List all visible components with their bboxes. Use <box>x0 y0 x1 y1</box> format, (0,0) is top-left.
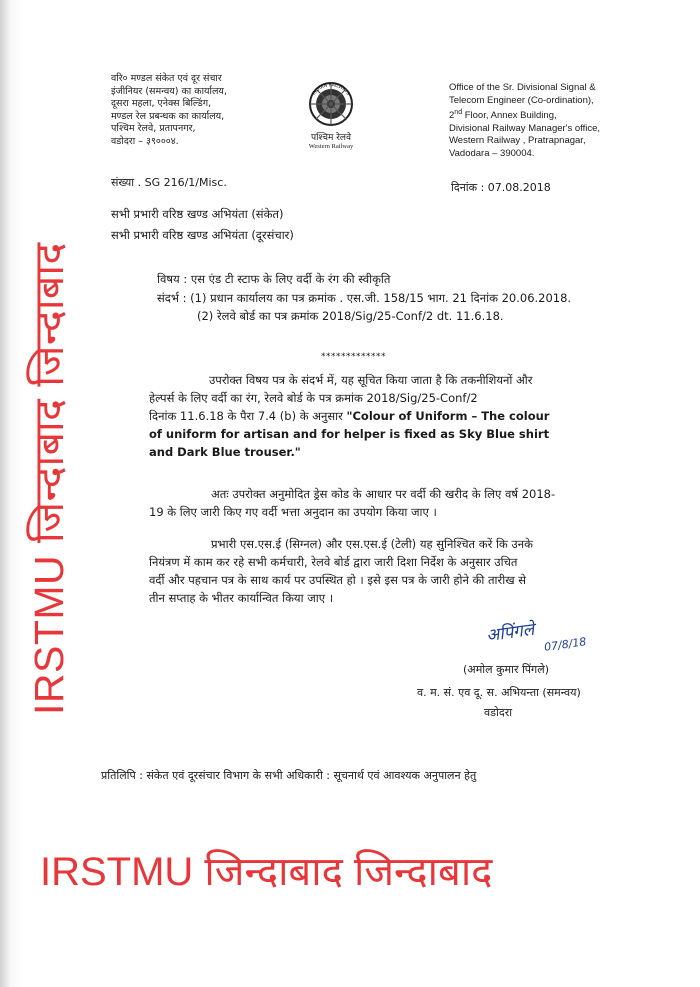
quoted-text: of uniform for artisan and for helper is fixed as Sky Blue shirt <box>149 427 550 441</box>
paragraph-line: नियंत्रण में काम कर रहे सभी कर्मचारी, रेलवे बोर्ड द्वारा जारी दिशा निर्देश के अनुसार उचित <box>149 555 518 569</box>
subject-block <box>157 270 571 326</box>
handwritten-signature: अपिंगले <box>485 619 536 647</box>
hindi-address-block <box>111 73 227 148</box>
logo-english-text: Western Railway <box>308 143 354 150</box>
signatory-designation: व. म. सं. एव दू. स. अभियन्ता (समन्वय) <box>417 686 581 699</box>
paragraph-line: तीन सप्ताह के भीतर कार्यान्वित किया जाए । <box>149 591 334 605</box>
hindi-address-line: वरि० मण्डल संकेत एवं दूर संचार <box>111 73 222 84</box>
logo-ring-text: INDIAN RAILWAYS <box>311 83 351 97</box>
paragraph-3 <box>149 535 533 607</box>
english-address-block <box>449 82 600 160</box>
paragraph-1 <box>149 371 549 461</box>
paragraph-line: 19 के लिए जारी किए गए वर्दी भत्ता अनुदान का उपयोग किया जाए । <box>149 505 437 519</box>
logo-hindi-text: पश्चिम रेलवे <box>310 133 351 143</box>
copy-to-line: प्रतिलिपि : संकेत एवं दूरसंचार विभाग के सभी अधिकारी : सूचनार्थ एवं आवश्यक अनुपालन हेतु <box>101 769 477 782</box>
reference-line: संदर्भ : (1) प्रधान कार्यालय का पत्र क्रमांक . एस.जी. 158/15 भाग. 21 दिनांक 20.06.2018. <box>157 290 572 305</box>
addressee-line: सभी प्रभारी वरिष्ठ खण्ड अभियंता (दूरसंचार) <box>111 228 294 242</box>
paragraph-line: प्रभारी एस.एस.ई (सिग्नल) और एस.एस.ई (टेली) यह सुनिश्चित करें कि उनके <box>211 537 533 551</box>
paragraph-line: उपरोक्त विषय पत्र के संदर्भ में, यह सूचित किया जाता है कि तकनीशियनों और <box>209 373 533 387</box>
signatory-place: वडोदरा <box>484 706 513 719</box>
separator: ************* <box>321 352 386 362</box>
paragraph-line: अतः उपरोक्त अनुमोदित ड्रेस कोड के आधार पर वर्दी की खरीद के लिए वर्ष 2018- <box>211 487 556 501</box>
hindi-address-line: मण्डल रेल प्रबन्धक का कार्यालय, <box>111 110 225 122</box>
paragraph-line: वर्दी और पहचान पत्र के साथ कार्य पर उपस्थित हो । इसे इस पत्र के जारी होने की तारीख से <box>149 573 527 587</box>
paragraph-line: हेल्पर्स के लिए वर्दी का रंग, रेलवे बोर्ड के पत्र क्रमांक 2018/Sig/25-Conf/2 <box>149 391 478 405</box>
english-address-line: Telecom Engineer (Co-ordination), <box>449 94 594 106</box>
hindi-address-line: वडोदरा – ३९०००४. <box>111 135 179 147</box>
english-address-line <box>449 107 600 123</box>
paragraph-2 <box>149 485 555 521</box>
reference-line: (2) रेलवे बोर्ड का पत्र क्रमांक 2018/Sig/25-Conf/2 dt. 11.6.18. <box>197 309 504 323</box>
paragraph-text: दिनांक 11.6.18 के पैरा 7.4 (b) के अनुसार <box>149 409 347 423</box>
hindi-address-line: दूसरा महला, एनेक्स बिल्डिंग, <box>111 98 212 109</box>
railway-emblem-icon <box>298 80 364 128</box>
subject-line: विषय : एस एंड टी स्टाफ के लिए वर्दी के रंग की स्वीकृति <box>157 272 391 286</box>
floor-suffix: nd <box>454 109 463 116</box>
floor-number: 2 <box>449 110 455 122</box>
letter-date: दिनांक : 07.08.2018 <box>451 181 551 194</box>
hindi-address-line: इंजीनियर (समन्वय) का कार्यालय, <box>111 85 227 97</box>
english-address-line: Divisional Railway Manager's office, <box>449 122 601 134</box>
english-address-line: Office of the Sr. Divisional Signal & <box>449 82 596 93</box>
letter-number: संख्या . SG 216/1/Misc. <box>111 176 227 189</box>
english-address-line: Western Railway , Pratrapnagar, <box>449 135 586 147</box>
handwritten-date: 07/8/18 <box>543 635 588 654</box>
addressee-line: सभी प्रभारी वरिष्ठ खण्ड अभियंता (संकेत) <box>111 207 284 221</box>
vertical-slogan: IRSTMU जिन्दाबाद जिन्दाबाद <box>26 242 72 715</box>
hindi-address-line: पश्चिम रेलवे, प्रतापनगर, <box>111 123 196 134</box>
addressee-block <box>111 204 294 246</box>
floor-rest: Floor, Annex Building, <box>462 110 557 122</box>
signatory-name: (अमोल कुमार पिंगले) <box>463 663 549 676</box>
english-address-line: Vadodara – 390004. <box>449 147 535 159</box>
railway-logo <box>291 80 371 151</box>
quoted-text: "Colour of Uniform – The colour <box>346 409 550 423</box>
paragraph-line <box>149 407 549 425</box>
bottom-slogan: IRSTMU जिन्दाबाद जिन्दाबाद <box>40 850 493 894</box>
quoted-text: and Dark Blue trouser." <box>149 445 301 459</box>
